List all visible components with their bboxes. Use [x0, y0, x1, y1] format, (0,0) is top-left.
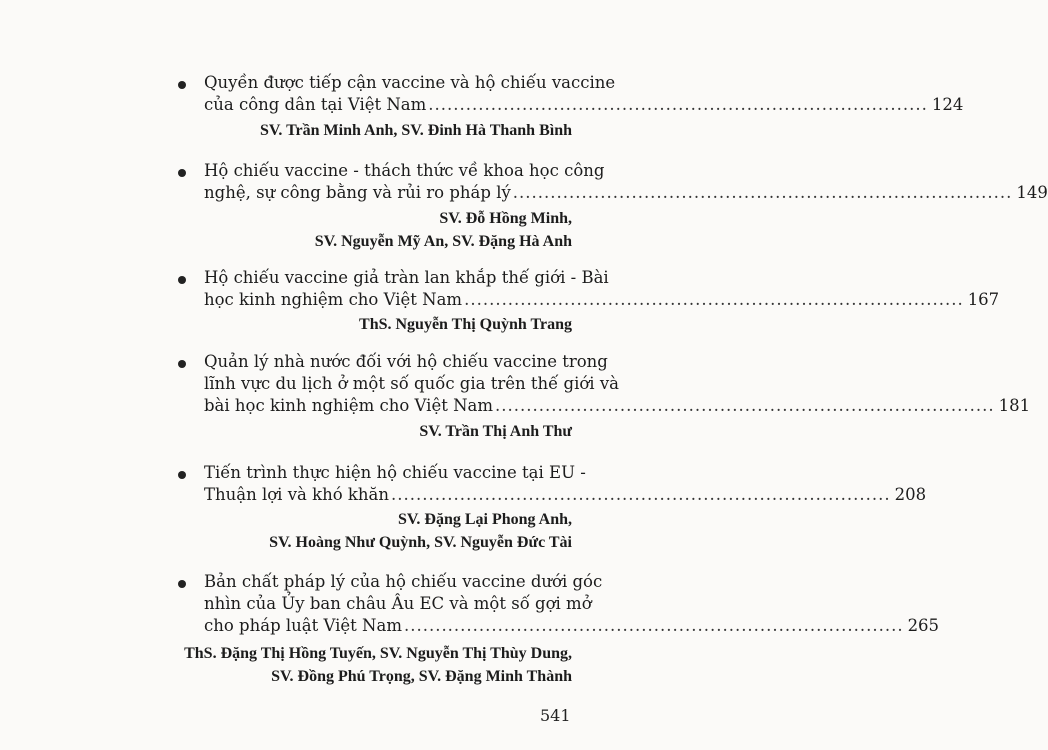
author-line: SV. Đặng Lại Phong Anh, — [398, 511, 572, 528]
dot-leader: ................................................................................ — [464, 290, 964, 309]
entry-authors — [269, 508, 572, 554]
entry-title-last-line — [180, 94, 964, 116]
author-line: ThS. Đặng Thị Hồng Tuyến, SV. Nguyễn Thị Thùy Dung, — [184, 645, 572, 662]
bullet-icon — [178, 81, 186, 89]
bullet-icon — [178, 276, 186, 284]
toc-entry — [180, 351, 1031, 417]
entry-title-line: của công dân tại Việt Nam — [204, 95, 427, 114]
author-line: SV. Trần Thị Anh Thư — [419, 423, 572, 440]
entry-title-line: Hộ chiếu vaccine - thách thức về khoa học công — [204, 161, 605, 180]
author-line: SV. Trần Minh Anh, SV. Đinh Hà Thanh Bình — [259, 122, 572, 139]
entry-authors — [260, 119, 572, 142]
entry-title-line: học kinh nghiệm cho Việt Nam — [204, 290, 463, 309]
bullet-icon — [178, 471, 186, 479]
entry-title-line: Quyền được tiếp cận vaccine và hộ chiếu vaccine — [204, 73, 616, 92]
bullet-icon — [178, 580, 186, 588]
dot-leader: ................................................................................ — [428, 95, 928, 114]
entry-title-last-line — [180, 395, 1031, 417]
entry-page-number: 181 — [998, 396, 1031, 415]
entry-title-line: Hộ chiếu vaccine giả tràn lan khắp thế giới - Bài — [204, 268, 609, 287]
entry-title-line: nghệ, sự công bằng và rủi ro pháp lý — [204, 183, 511, 202]
page-number: 541 — [540, 706, 571, 725]
dot-leader: ................................................................................ — [512, 183, 1013, 202]
entry-title-line: Bản chất pháp lý của hộ chiếu vaccine dưới góc — [204, 572, 603, 591]
entry-title-last-line — [180, 615, 940, 637]
author-line: SV. Đồng Phú Trọng, SV. Đặng Minh Thành — [271, 668, 572, 685]
entry-page-number: 167 — [967, 290, 1000, 309]
entry-title-last-line — [180, 182, 1048, 204]
entry-title-line: Quản lý nhà nước đối với hộ chiếu vaccine trong — [204, 352, 608, 371]
entry-authors — [359, 313, 572, 336]
entry-title-line: Thuận lợi và khó khăn — [204, 485, 389, 504]
dot-leader: ................................................................................ — [391, 485, 891, 504]
entry-authors — [184, 642, 572, 688]
entry-page-number: 124 — [931, 95, 964, 114]
bullet-icon — [178, 360, 186, 368]
entry-title-line: cho pháp luật Việt Nam — [204, 616, 402, 635]
author-line: ThS. Nguyễn Thị Quỳnh Trang — [359, 316, 572, 333]
bullet-icon — [178, 169, 186, 177]
toc-entry — [180, 571, 940, 637]
toc-entry — [180, 462, 927, 506]
entry-authors — [419, 420, 572, 443]
entry-title-last-line — [180, 289, 1000, 311]
entry-title-line: lĩnh vực du lịch ở một số quốc gia trên thế giới và — [204, 374, 619, 393]
entry-title-last-line — [180, 484, 927, 506]
author-line: SV. Hoàng Như Quỳnh, SV. Nguyễn Đức Tài — [269, 534, 572, 551]
dot-leader: ................................................................................ — [495, 396, 995, 415]
entry-authors — [315, 207, 572, 253]
entry-title-line: bài học kinh nghiệm cho Việt Nam — [204, 396, 493, 415]
toc-entry — [180, 267, 1000, 311]
toc-entry — [180, 160, 1048, 204]
entry-title-line: Tiến trình thực hiện hộ chiếu vaccine tại EU - — [204, 463, 586, 482]
entry-page-number: 149 — [1016, 183, 1048, 202]
author-line: SV. Đỗ Hồng Minh, — [439, 210, 572, 227]
dot-leader: ................................................................................ — [403, 616, 904, 635]
toc-entry — [180, 72, 964, 116]
entry-title-line: nhìn của Ủy ban châu Âu EC và một số gợi mở — [204, 594, 592, 613]
entry-page-number: 208 — [894, 485, 927, 504]
author-line: SV. Nguyễn Mỹ An, SV. Đặng Hà Anh — [314, 233, 572, 250]
entry-page-number: 265 — [907, 616, 940, 635]
